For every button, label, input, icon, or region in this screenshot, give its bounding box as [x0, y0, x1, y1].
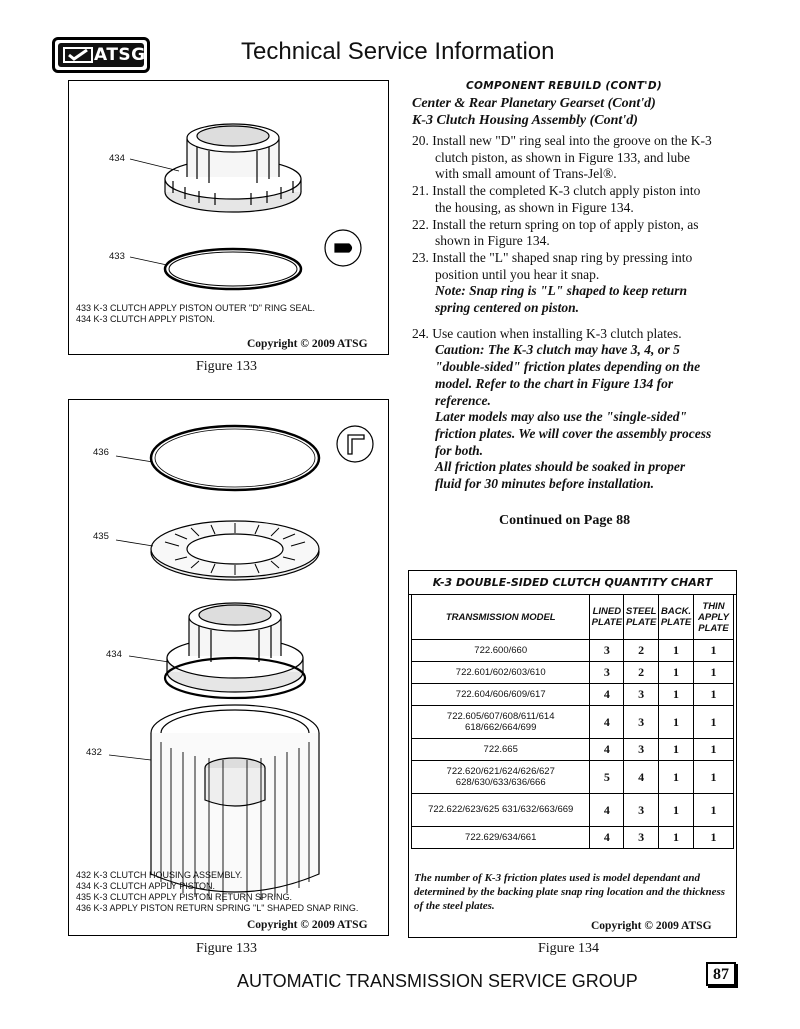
callout-433: 433 — [109, 251, 125, 262]
quantity-cell: 5 — [590, 761, 624, 794]
checkmark-icon — [63, 46, 93, 64]
caution: Caution: The K-3 clutch may have 3, 4, or 5 "double-sided" friction plates depending on the model. Refer to the chart in Figure 134 for reference. — [435, 342, 701, 408]
quantity-cell: 1 — [693, 662, 733, 684]
column-header: LINED PLATE — [590, 595, 624, 640]
table-row — [412, 640, 734, 662]
chart-title: K-3 DOUBLE-SIDED CLUTCH QUANTITY CHART — [432, 576, 713, 589]
figure-caption: Figure 133 — [196, 941, 258, 956]
quantity-cell: 1 — [659, 827, 694, 849]
quantity-cell: 4 — [590, 739, 624, 761]
legend-item: 435 K-3 CLUTCH APPLY PISTON RETURN SPRING. — [76, 892, 293, 902]
subsection-title: Center & Rear Planetary Gearset (Cont'd) — [412, 96, 656, 111]
table-row — [412, 794, 734, 827]
quantity-cell: 1 — [659, 640, 694, 662]
clutch-housing-illustration — [69, 400, 387, 934]
quantity-cell: 1 — [659, 684, 694, 706]
table-row — [412, 684, 734, 706]
table-row — [412, 662, 734, 684]
continued-note: Continued on Page 88 — [499, 513, 631, 528]
model-cell: 722.620/621/624/626/627 628/630/633/636/666 — [412, 761, 590, 794]
model-cell: 722.622/623/625 631/632/663/669 — [412, 794, 590, 827]
column-header: STEEL PLATE — [624, 595, 659, 640]
quantity-cell: 4 — [590, 827, 624, 849]
logo-text: ATSG — [94, 45, 146, 65]
quantity-cell: 1 — [693, 761, 733, 794]
quantity-cell: 1 — [693, 739, 733, 761]
clutch-quantity-table — [411, 594, 734, 849]
model-cell: 722.629/634/661 — [412, 827, 590, 849]
quantity-cell: 4 — [590, 684, 624, 706]
model-cell: 722.600/660 — [412, 640, 590, 662]
caution: Later models may also use the "single-sided" friction plates. We will cover the assembly process for both. — [435, 409, 712, 458]
column-header: TRANSMISSION MODEL — [412, 595, 590, 640]
callout-436: 436 — [93, 447, 109, 458]
copyright: Copyright © 2009 ATSG — [247, 338, 368, 350]
quantity-cell: 4 — [590, 794, 624, 827]
model-cell: 722.605/607/608/611/614 618/662/664/699 — [412, 706, 590, 739]
quantity-cell: 3 — [590, 662, 624, 684]
chart-title-bar — [409, 571, 736, 595]
chart-footnote: The number of K-3 friction plates used is model dependant and determined by the backing plate snap ring location and the thickness of the steel plates. — [414, 872, 726, 912]
instruction-steps — [412, 133, 712, 493]
table-row — [412, 761, 734, 794]
callout-434: 434 — [109, 153, 125, 164]
model-cell: 722.604/606/609/617 — [412, 684, 590, 706]
quantity-cell: 3 — [624, 684, 659, 706]
legend-item: 434 K-3 CLUTCH APPLY PISTON. — [76, 881, 216, 891]
model-cell: 722.665 — [412, 739, 590, 761]
quantity-cell: 2 — [624, 662, 659, 684]
column-header: THIN APPLY PLATE — [693, 595, 733, 640]
figure-legend — [76, 303, 315, 325]
table-row — [412, 827, 734, 849]
figure-133-top — [68, 80, 389, 355]
subsection-title: K-3 Clutch Housing Assembly (Cont'd) — [412, 113, 638, 128]
quantity-cell: 1 — [693, 640, 733, 662]
quantity-cell: 1 — [659, 794, 694, 827]
column-header: BACK. PLATE — [659, 595, 694, 640]
step-23: 23. Install the "L" shaped snap ring by pressing into position until you hear it snap. — [412, 249, 693, 282]
callout-432: 432 — [86, 747, 102, 758]
quantity-cell: 1 — [659, 662, 694, 684]
quantity-cell: 2 — [624, 640, 659, 662]
step-24: 24. Use caution when installing K-3 clutch plates. — [412, 325, 682, 341]
table-row — [412, 706, 734, 739]
legend-item: 436 K-3 APPLY PISTON RETURN SPRING "L" SHAPED SNAP RING. — [76, 903, 359, 913]
section-title: COMPONENT REBUILD (CONT'D) — [466, 80, 662, 92]
quantity-cell: 1 — [659, 706, 694, 739]
quantity-cell: 4 — [590, 706, 624, 739]
quantity-cell: 1 — [659, 739, 694, 761]
quantity-cell: 3 — [624, 794, 659, 827]
callout-434: 434 — [106, 649, 122, 660]
quantity-cell: 1 — [693, 684, 733, 706]
quantity-cell: 3 — [624, 706, 659, 739]
copyright: Copyright © 2009 ATSG — [247, 919, 368, 931]
legend-item: 434 K-3 CLUTCH APPLY PISTON. — [76, 314, 216, 324]
model-cell: 722.601/602/603/610 — [412, 662, 590, 684]
table-row — [412, 739, 734, 761]
page-title: Technical Service Information — [241, 38, 555, 65]
quantity-cell: 1 — [693, 827, 733, 849]
footer-text: AUTOMATIC TRANSMISSION SERVICE GROUP — [237, 971, 638, 991]
callout-435: 435 — [93, 531, 109, 542]
step-21: 21. Install the completed K-3 clutch apply piston into the housing, as shown in Figure 134. — [412, 183, 701, 215]
quantity-cell: 1 — [659, 761, 694, 794]
quantity-cell: 3 — [624, 827, 659, 849]
legend-item: 432 K-3 CLUTCH HOUSING ASSEMBLY. — [76, 870, 243, 880]
figure-legend — [76, 870, 358, 914]
figure-caption: Figure 133 — [196, 359, 258, 374]
atsg-logo — [52, 37, 150, 73]
caution: All friction plates should be soaked in proper fluid for 30 minutes before installation. — [435, 459, 686, 492]
step-22: 22. Install the return spring on top of apply piston, as shown in Figure 134. — [412, 216, 699, 249]
figure-133-bottom — [68, 399, 389, 936]
quantity-cell: 3 — [590, 640, 624, 662]
copyright: Copyright © 2009 ATSG — [591, 920, 712, 932]
figure-caption: Figure 134 — [538, 941, 600, 956]
page-number: 87 — [706, 962, 736, 986]
quantity-cell: 1 — [693, 794, 733, 827]
quantity-cell: 4 — [624, 761, 659, 794]
legend-item: 433 K-3 CLUTCH APPLY PISTON OUTER "D" RING SEAL. — [76, 303, 315, 313]
note: Note: Snap ring is "L" shaped to keep return spring centered on piston. — [435, 283, 688, 316]
step-20: 20. Install new "D" ring seal into the groove on the K-3 clutch piston, as shown in Figure 133, and lube with small amount of Trans-Jel®. — [412, 133, 712, 182]
quantity-cell: 3 — [624, 739, 659, 761]
quantity-cell: 1 — [693, 706, 733, 739]
